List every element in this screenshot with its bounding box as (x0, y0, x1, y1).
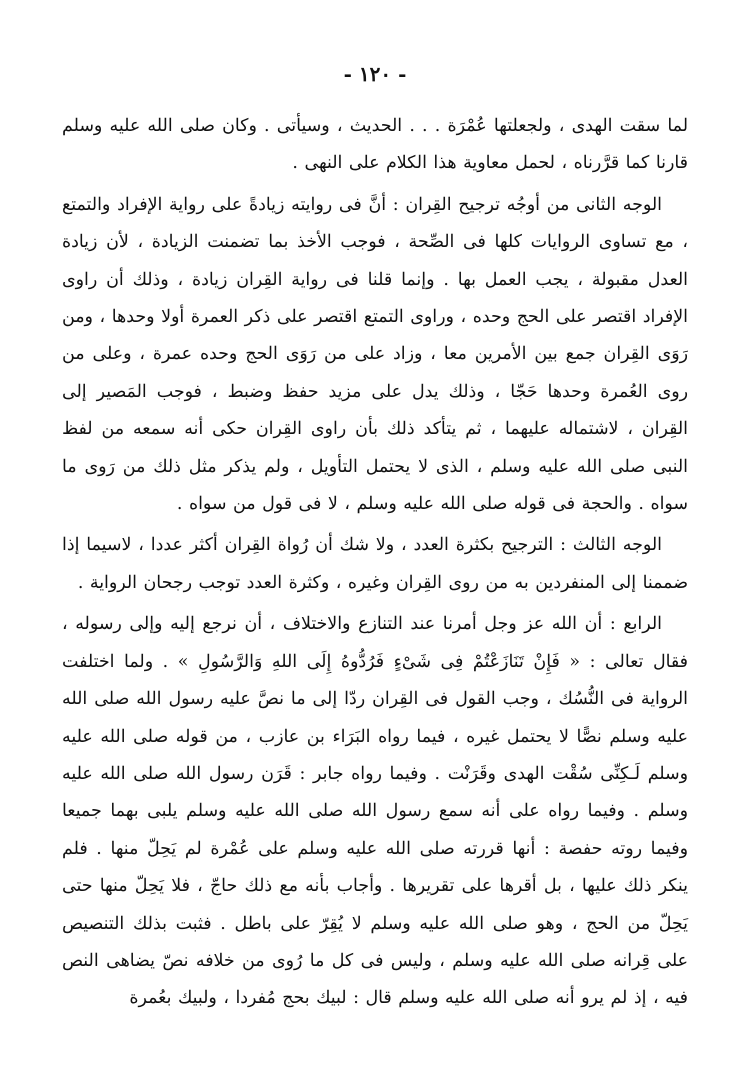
paragraph-4: الرابع : أن الله عز وجل أمرنا عند التنازع والاختلاف ، أن نرجع إليه وإلى رسوله ، فقال تعالى : « فَإِنْ تَنَازَعْتُمْ فِى شَىْءٍ فَرُدُّوهُ إِلَى اللهِ وَالرَّسُولِ » . ولما اختلفت الرواية فى النُّسُك ، وجب القول فى القِران ردّا إلى ما نصَّ عليه رسول الله صلى الله عليه وسلم نصًّا لا يحتمل غيره ، فيما رواه البَرَاء بن عازب ، من قوله صلى الله عليه وسلم لَـكِنِّى سُقْت الهدى وقَرَنْت . وفيما رواه جابر : قَرَن رسول الله صلى الله عليه وسلم . وفيما رواه على أنه سمع رسول الله صلى الله عليه وسلم يلبى بهما جميعا وفيما روته حفصة : أنها قررته صلى الله عليه وسلم على عُمْرة لم يَحِلّ منها . فلم ينكر ذلك عليها ، بل أقرها على تقريرها . وأجاب بأنه مع ذلك حاجّ ، فلا يَحِلّ منها حتى يَحِلّ من الحج ، وهو صلى الله عليه وسلم لا يُقِرّ على باطل . فثبت بذلك التنصيص على قِرانه صلى الله عليه وسلم ، وليس فى كل ما رُوى من خلافه نصّ يضاهى النص فيه ، إذ لم يرو أنه صلى الله عليه وسلم قال : لبيك بحج مُفردا ، ولبيك بعُمرة (62, 614, 688, 1009)
page-number: - ١٢٠ - (343, 62, 407, 86)
paragraph-3: الوجه الثالث : الترجيح بكثرة العدد ، ولا شك أن رُواة القِران أكثر عددا ، لاسيما إذا ضممنا إلى المنفردين به من روى القِران وغيره ، وكثرة العدد توجب رجحان الرواية . (62, 535, 688, 593)
paragraph-2: الوجه الثانى من أوجُه ترجيح القِران : أنَّ فى روايته زيادةً على رواية الإفراد والتمتع ، مع تساوى الروايات كلها فى الصِّحة ، فوجب الأخذ بما تضمنت الزيادة ، لأن زيادة العدل مقبولة ، يجب العمل بها . وإنما قلنا فى رواية القِران زيادة ، وذلك أن راوى الإفراد اقتصر على الحج وحده ، وراوى التمتع اقتصر على ذكر العمرة أولا وحدها ، ومن رَوَى القِران جمع بين الأمرين معا ، وزاد على من رَوَى الحج وحده عمرة ، وعلى من روى العُمرة وحدها حَجّا ، وذلك يدل على مزيد حفظ وضبط ، فوجب المَصير إلى القِران ، لاشتماله عليهما ، ثم يتأكد ذلك بأن راوى القِران حكى أنه سمعه من لفظ النبى صلى الله عليه وسلم ، الذى لا يحتمل التأويل ، ولم يذكر مثل ذلك من رَوى ما سواه . والحجة فى قوله صلى الله عليه وسلم ، لا فى قول من سواه . (62, 194, 688, 515)
paragraph-1: لما سقت الهدى ، ولجعلتها عُمْرَة . . . الحديث ، وسيأتى . وكان صلى الله عليه وسلم قارنا كما قرَّرناه ، لحمل معاوية هذا الكلام على النهى . (62, 116, 688, 174)
